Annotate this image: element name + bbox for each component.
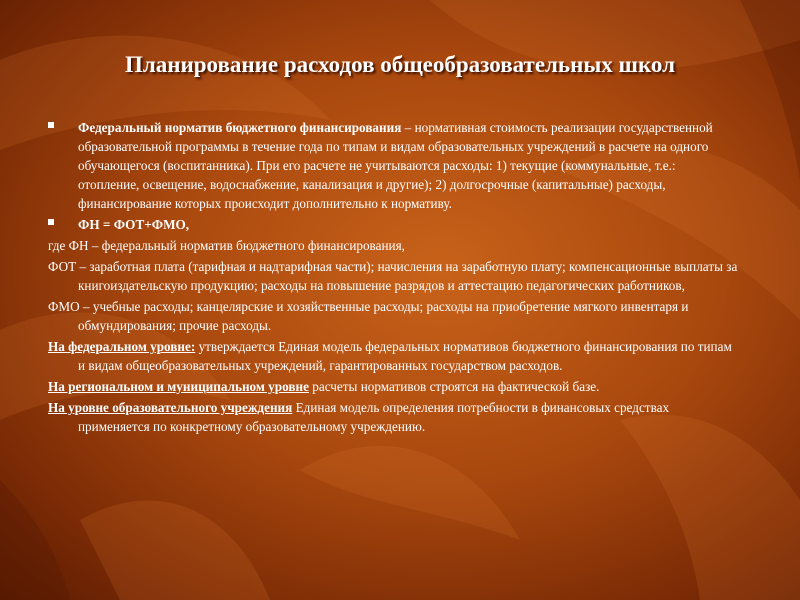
bullet-federal-norm [48, 118, 738, 213]
paragraph-federal-level [48, 337, 738, 375]
text-regional-level: расчеты нормативов строятся на фактической базе. [308, 379, 600, 394]
paragraph-fot-definition: ФОТ – заработная плата (тарифная и надтарифная части); начисления на заработную плату; компенсационные выплаты за книгоиздательскую продукцию; расходы на повышение разрядов и аттестацию педагогических работников, [48, 259, 738, 293]
definition-federal-norm: – нормативная стоимость реализации государственной образовательной программы в течение года по типам и видам образовательных учреждений в расчете на одного обучающегося (воспитанника). При его расчете не учитываются расходы: 1) текущие (коммунальные, т.е.: отопление, освещение, водоснабжение, канализация и другие); 2) долгосрочные (капитальные) расходы, финансирование которых происходит дополнительно к нормативу. [78, 120, 713, 211]
slide-title: Планирование расходов общеобразовательных школ [124, 52, 676, 77]
paragraph-fn-definition: где ФН – федеральный норматив бюджетного финансирования, [48, 238, 405, 253]
square-bullet-icon [48, 122, 54, 128]
text-institution-level: Единая модель определения потребности в финансовых средствах применяется по конкретному образовательному учреждению. [78, 400, 670, 434]
text-federal-level: утверждается Единая модель федеральных нормативов бюджетного финансирования по типам и видам общеобразовательных учреждений, гарантированных государством расходов. [78, 339, 732, 373]
paragraph-regional-level [48, 377, 738, 396]
paragraph-fmo-definition: ФМО – учебные расходы; канцелярские и хозяйственные расходы; расходы на приобретение мягкого инвентаря и обмундирования; прочие расходы. [48, 299, 689, 333]
bullet-formula [48, 215, 738, 234]
square-bullet-icon [48, 219, 54, 225]
label-institution-level: На уровне образовательного учреждения [48, 400, 293, 415]
label-federal-level: На федеральном уровне: [48, 339, 196, 354]
label-regional-level: На региональном и муниципальном уровне [48, 379, 309, 394]
term-federal-norm: Федеральный норматив бюджетного финансирования [78, 120, 402, 135]
paragraph-institution-level [48, 398, 738, 436]
formula: ФН = ФОТ+ФМО, [78, 217, 190, 232]
slide-content [48, 118, 738, 438]
